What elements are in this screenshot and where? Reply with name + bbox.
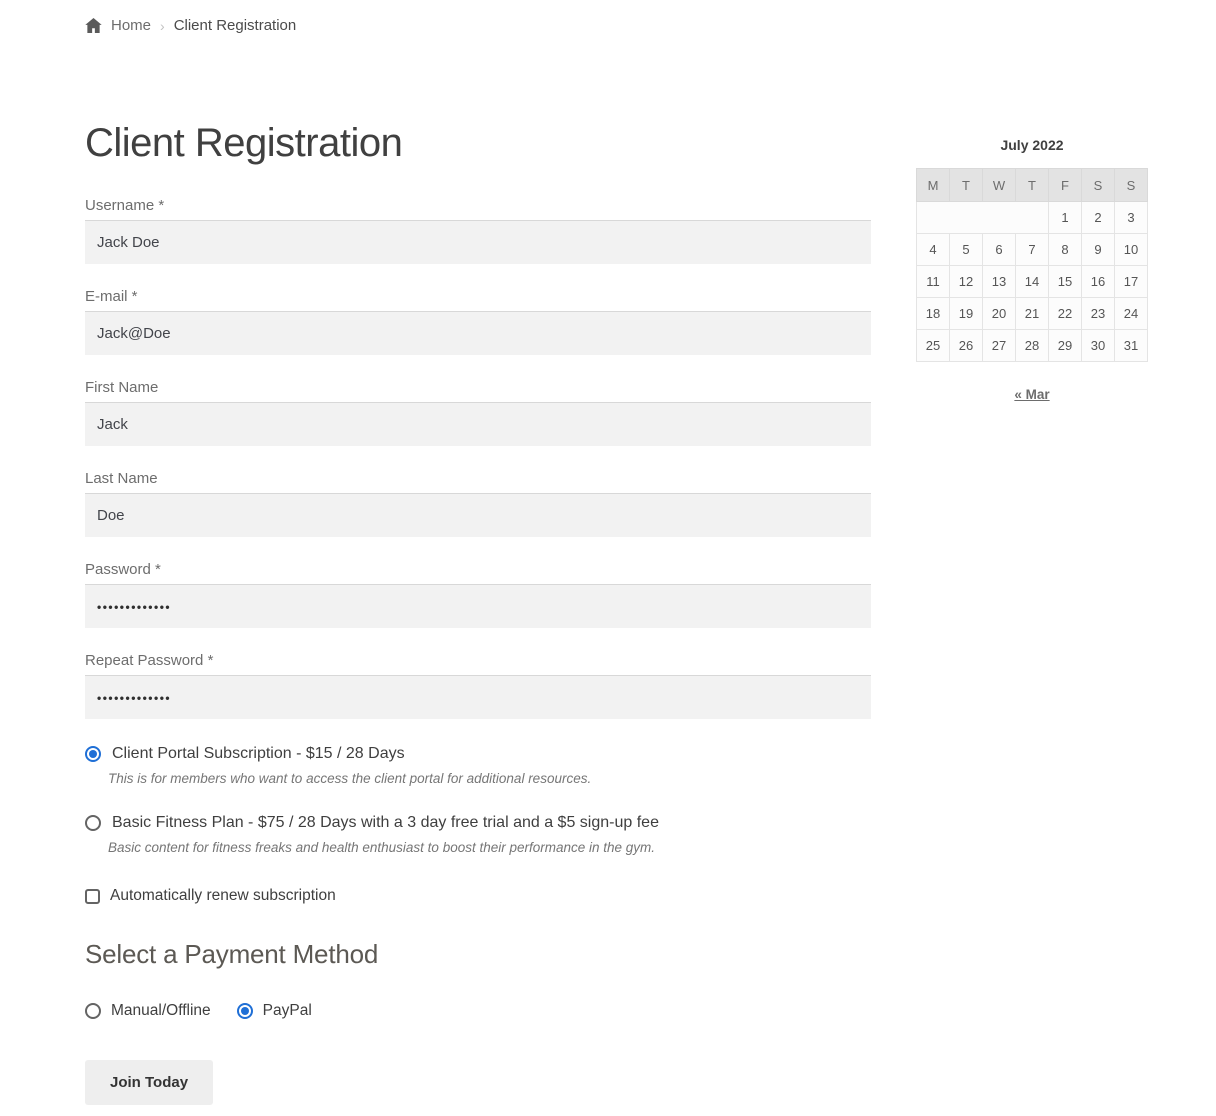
calendar-week-row <box>917 202 1148 234</box>
calendar-day-cell: 2 <box>1082 202 1115 234</box>
breadcrumb-separator: › <box>160 17 165 34</box>
breadcrumb-home-link[interactable] <box>85 17 151 34</box>
password-label: Password * <box>85 561 161 578</box>
registration-form <box>85 121 871 1105</box>
calendar-day-cell: 25 <box>917 330 950 362</box>
calendar-day-header: F <box>1049 169 1082 202</box>
calendar-day-cell: 14 <box>1016 266 1049 298</box>
email-field-group <box>85 288 871 355</box>
calendar-week-row <box>917 330 1148 362</box>
calendar-day-cell: 15 <box>1049 266 1082 298</box>
auto-renew-row <box>85 887 871 905</box>
plan-description: Basic content for fitness freaks and health enthusiast to boost their performance in the gym. <box>108 840 656 855</box>
payment-method-label[interactable]: Manual/Offline <box>111 1002 211 1019</box>
first-name-label: First Name <box>85 379 159 396</box>
payment-method-label[interactable]: PayPal <box>262 1002 312 1019</box>
email-input[interactable] <box>85 311 871 355</box>
calendar-day-header: T <box>1016 169 1049 202</box>
auto-renew-label[interactable]: Automatically renew subscription <box>110 887 336 904</box>
calendar-day-header: S <box>1115 169 1148 202</box>
payment-radio-paypal[interactable] <box>237 1003 253 1019</box>
calendar-day-header: S <box>1082 169 1115 202</box>
calendar-nav <box>916 387 1148 402</box>
password-input[interactable] <box>85 584 871 628</box>
calendar-day-cell: 4 <box>917 234 950 266</box>
plan-radio-basic-fitness[interactable] <box>85 815 101 831</box>
breadcrumb <box>85 17 296 34</box>
calendar-day-cell: 21 <box>1016 298 1049 330</box>
calendar-day-cell: 26 <box>950 330 983 362</box>
plan-label[interactable]: Client Portal Subscription - $15 / 28 Days <box>112 745 405 762</box>
first-name-input[interactable] <box>85 402 871 446</box>
plan-label[interactable]: Basic Fitness Plan - $75 / 28 Days with a 3 day free trial and a $5 sign-up fee <box>112 814 659 831</box>
username-label: Username * <box>85 197 165 214</box>
calendar-prev-month-link[interactable]: « Mar <box>1014 387 1050 402</box>
calendar-header-row <box>917 169 1148 202</box>
calendar-day-header: T <box>950 169 983 202</box>
payment-method-heading: Select a Payment Method <box>85 939 379 969</box>
calendar-widget <box>916 137 1148 402</box>
calendar-day-cell: 7 <box>1016 234 1049 266</box>
calendar-day-cell: 5 <box>950 234 983 266</box>
calendar-empty-cell <box>917 202 1049 234</box>
calendar-day-header: M <box>917 169 950 202</box>
page-title: Client Registration <box>85 121 403 165</box>
calendar-day-cell: 12 <box>950 266 983 298</box>
calendar-day-cell: 27 <box>983 330 1016 362</box>
repeat-password-input[interactable] <box>85 675 871 719</box>
auto-renew-checkbox[interactable] <box>85 889 100 904</box>
calendar-day-cell: 10 <box>1115 234 1148 266</box>
plan-radio-client-portal[interactable] <box>85 746 101 762</box>
calendar-day-cell: 8 <box>1049 234 1082 266</box>
calendar-day-cell: 23 <box>1082 298 1115 330</box>
username-input[interactable] <box>85 220 871 264</box>
plan-option-basic-fitness <box>85 814 871 855</box>
last-name-label: Last Name <box>85 470 158 487</box>
calendar-day-cell: 24 <box>1115 298 1148 330</box>
calendar-day-cell: 22 <box>1049 298 1082 330</box>
calendar-day-cell: 19 <box>950 298 983 330</box>
calendar-day-cell: 9 <box>1082 234 1115 266</box>
home-icon[interactable] <box>85 18 102 33</box>
last-name-field-group <box>85 470 871 537</box>
first-name-field-group <box>85 379 871 446</box>
calendar-day-cell: 3 <box>1115 202 1148 234</box>
calendar-day-cell: 1 <box>1049 202 1082 234</box>
breadcrumb-current: Client Registration <box>173 17 297 34</box>
calendar-day-cell: 6 <box>983 234 1016 266</box>
calendar-day-header: W <box>983 169 1016 202</box>
breadcrumb-home-label[interactable]: Home <box>111 17 152 34</box>
calendar-week-row <box>917 266 1148 298</box>
payment-radio-manual[interactable] <box>85 1003 101 1019</box>
plan-description: This is for members who want to access the client portal for additional resources. <box>108 771 592 786</box>
calendar-day-cell: 31 <box>1115 330 1148 362</box>
join-today-button[interactable]: Join Today <box>85 1060 213 1105</box>
calendar-week-row <box>917 234 1148 266</box>
calendar-day-cell: 29 <box>1049 330 1082 362</box>
password-field-group <box>85 561 871 628</box>
calendar-day-cell: 16 <box>1082 266 1115 298</box>
calendar-title: July 2022 <box>1000 137 1064 153</box>
calendar-table <box>916 168 1148 362</box>
payment-methods-row <box>85 1002 871 1020</box>
repeat-password-field-group <box>85 652 871 719</box>
calendar-day-cell: 20 <box>983 298 1016 330</box>
payment-method-manual <box>85 1002 211 1020</box>
username-field-group <box>85 197 871 264</box>
repeat-password-label: Repeat Password * <box>85 652 214 669</box>
calendar-day-cell: 28 <box>1016 330 1049 362</box>
calendar-day-cell: 30 <box>1082 330 1115 362</box>
payment-method-paypal <box>237 1002 312 1020</box>
calendar-day-cell: 11 <box>917 266 950 298</box>
plan-option-client-portal <box>85 745 871 786</box>
email-label: E-mail * <box>85 288 138 305</box>
calendar-week-row <box>917 298 1148 330</box>
calendar-day-cell: 13 <box>983 266 1016 298</box>
calendar-day-cell: 18 <box>917 298 950 330</box>
last-name-input[interactable] <box>85 493 871 537</box>
calendar-day-cell: 17 <box>1115 266 1148 298</box>
